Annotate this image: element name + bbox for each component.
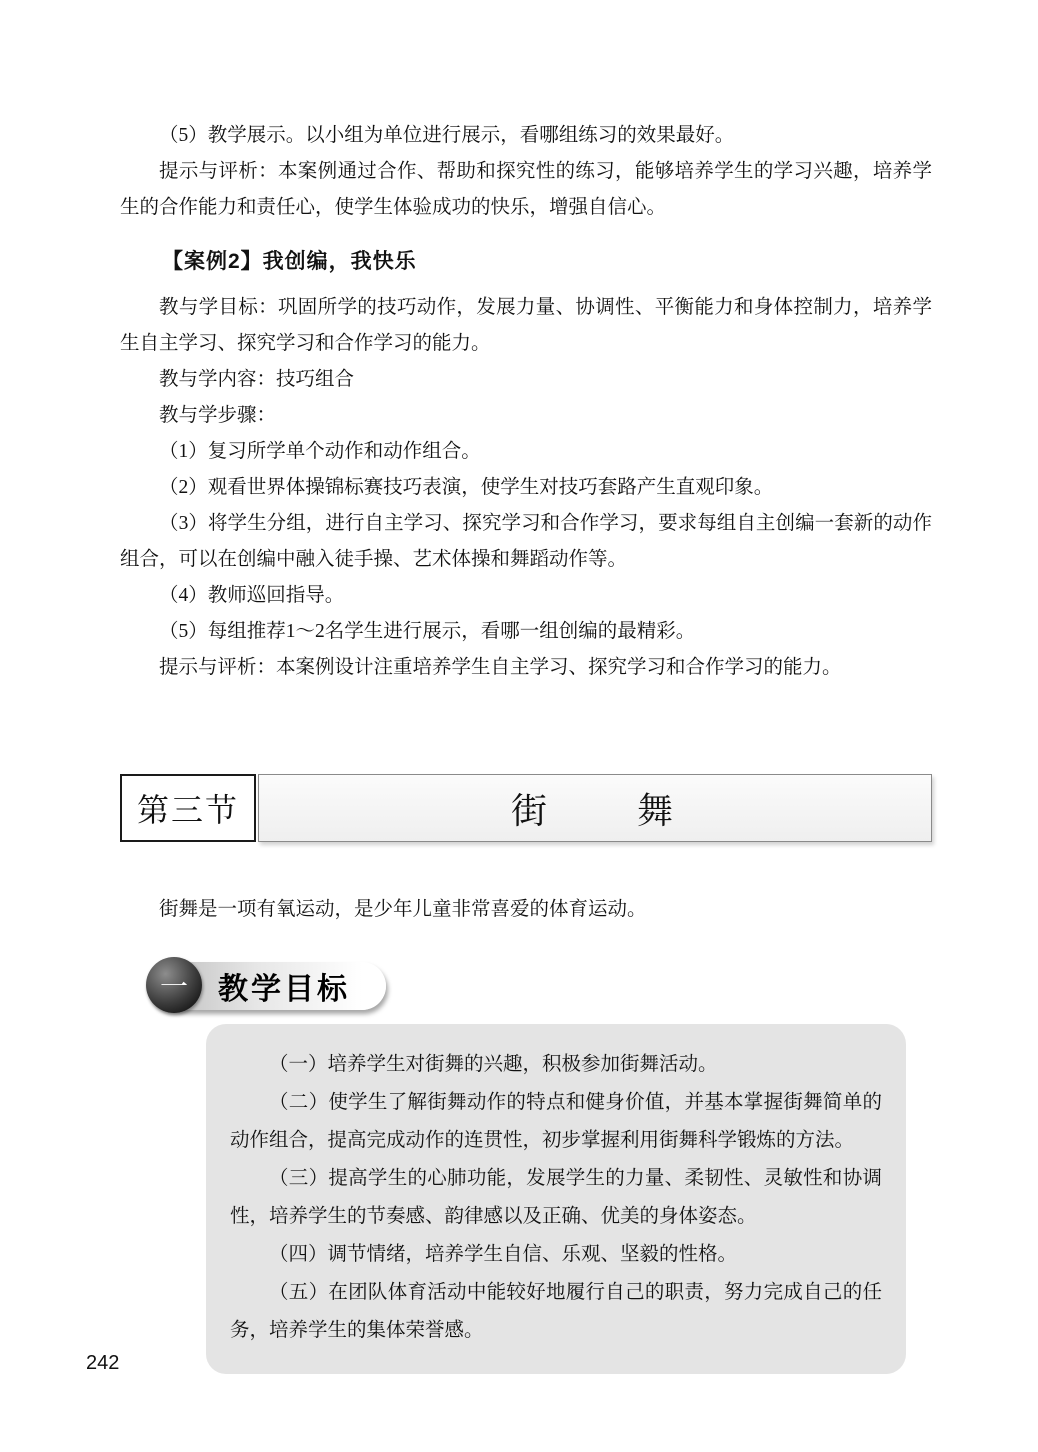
teaching-objectives-badge — [148, 962, 386, 1010]
badge-number-circle: 一 — [146, 957, 202, 1013]
objective-item: （四）调节情绪，培养学生自信、乐观、坚毅的性格。 — [269, 1244, 738, 1265]
paragraph: （1）复习所学单个动作和动作组合。 — [159, 441, 481, 462]
paragraph: 教与学目标：巩固所学的技巧动作，发展力量、协调性、平衡能力和身体控制力，培养学生自主学习、探究学习和合作学习的能力。 — [120, 297, 932, 354]
section-number-box: 第三节 — [120, 774, 256, 842]
badge-label: 教学目标 — [218, 973, 350, 1006]
paragraph: 教与学内容：技巧组合 — [159, 369, 355, 390]
objective-item: （二）使学生了解街舞动作的特点和健身价值，并基本掌握街舞简单的动作组合，提高完成动作的连贯性，初步掌握利用街舞科学锻炼的方法。 — [230, 1092, 882, 1151]
objective-item: （五）在团队体育活动中能较好地履行自己的职责，努力完成自己的任务，培养学生的集体荣誉感。 — [230, 1282, 882, 1341]
paragraph: 提示与评析：本案例设计注重培养学生自主学习、探究学习和合作学习的能力。 — [159, 657, 842, 678]
page-content — [120, 118, 932, 1374]
objectives-box — [206, 1024, 906, 1374]
section-intro: 街舞是一项有氧运动，是少年儿童非常喜爱的体育运动。 — [159, 899, 647, 920]
paragraph: （4）教师巡回指导。 — [159, 585, 345, 606]
paragraph: （3）将学生分组，进行自主学习、探究学习和合作学习，要求每组自主创编一套新的动作组合，可以在创编中融入徒手操、艺术体操和舞蹈动作等。 — [120, 513, 932, 570]
objective-item: （一）培养学生对街舞的兴趣，积极参加街舞活动。 — [269, 1054, 718, 1075]
paragraph: 提示与评析：本案例通过合作、帮助和探究性的练习，能够培养学生的学习兴趣，培养学生的合作能力和责任心，使学生体验成功的快乐，增强自信心。 — [120, 161, 932, 218]
paragraph: （5）教学展示。以小组为单位进行展示，看哪组练习的效果最好。 — [159, 125, 735, 146]
objective-item: （三）提高学生的心肺功能，发展学生的力量、柔韧性、灵敏性和协调性，培养学生的节奏感、韵律感以及正确、优美的身体姿态。 — [230, 1168, 882, 1227]
paragraph: 教与学步骤： — [159, 405, 277, 426]
page-number: 242 — [86, 1352, 120, 1374]
case2-heading: 【案例2】我创编，我快乐 — [162, 250, 417, 273]
paragraph: （5）每组推荐1～2名学生进行展示，看哪一组创编的最精彩。 — [159, 621, 696, 642]
section-header — [120, 774, 932, 842]
section-title-box: 街 舞 — [258, 774, 932, 842]
paragraph: （2）观看世界体操锦标赛技巧表演，使学生对技巧套路产生直观印象。 — [159, 477, 774, 498]
